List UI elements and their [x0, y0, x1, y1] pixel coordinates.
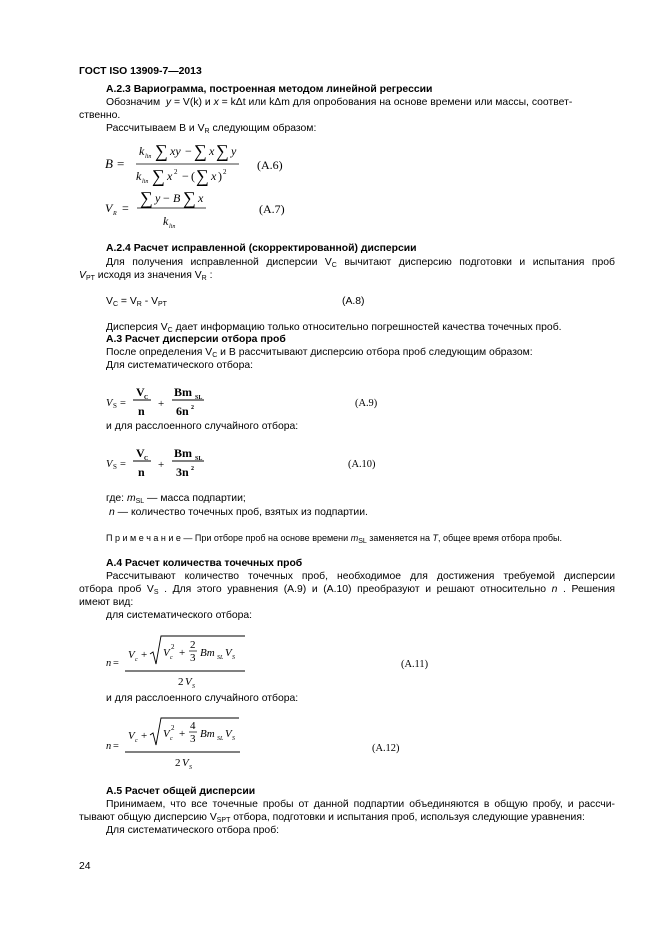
equation-a9 — [105, 382, 405, 422]
section-a4-para1-end: имеют вид: — [79, 597, 134, 608]
svg-text:V: V — [185, 676, 192, 688]
svg-text:C: C — [144, 395, 149, 401]
section-a3-note: П р и м е ч а н и е — При отборе проб на основе времени $m_{SL}$ заменяется на T, общее время отбора пробы. — [106, 533, 562, 545]
section-a24-title: А.2.4 Расчет исправленной (скорректированной) дисперсии — [106, 243, 417, 254]
section-a3-title: А.3 Расчет дисперсии отбора проб — [106, 334, 286, 345]
svg-text:2: 2 — [190, 639, 196, 651]
svg-text:2: 2 — [171, 724, 175, 732]
section-a5-title: А.5 Расчет общей дисперсии — [106, 786, 256, 797]
svg-text:S: S — [189, 765, 192, 771]
svg-text:y: y — [231, 144, 237, 158]
svg-text:n: n — [138, 404, 145, 418]
svg-text:∑: ∑ — [216, 141, 229, 161]
svg-text:S: S — [232, 655, 235, 661]
svg-text:k: k — [136, 169, 142, 183]
svg-text:=: = — [117, 156, 125, 171]
svg-text:V: V — [163, 647, 170, 659]
svg-text:SL: SL — [195, 456, 203, 462]
equation-a6 — [105, 140, 305, 194]
svg-text:V: V — [163, 728, 170, 740]
svg-text:xy: xy — [170, 144, 181, 158]
svg-text:∑: ∑ — [140, 188, 153, 208]
svg-text:2: 2 — [223, 168, 227, 176]
svg-text:n: n — [106, 658, 112, 669]
svg-text:V: V — [106, 398, 113, 409]
equation-a8: $V_C = V_R - V_{PT}$ — [106, 296, 167, 308]
svg-text:3n: 3n — [176, 465, 189, 479]
svg-text:=: = — [120, 398, 126, 409]
section-a3-where1: где: $m_{SL}$ — масса подпартии; — [106, 493, 246, 505]
svg-text:+: + — [179, 647, 186, 659]
svg-text:Bm: Bm — [200, 647, 215, 659]
svg-text:2: 2 — [174, 168, 178, 176]
section-a4-para2: для систематического отбора: — [106, 610, 253, 621]
svg-text:+: + — [141, 730, 148, 742]
svg-text:−: − — [182, 169, 189, 183]
svg-text:4: 4 — [190, 720, 196, 732]
svg-text:V: V — [136, 385, 145, 399]
equation-a10 — [105, 443, 405, 483]
section-a23-para1-cont: ственно. — [79, 110, 121, 121]
svg-text:Bm: Bm — [174, 446, 192, 460]
equation-a12 — [105, 713, 415, 775]
svg-text:S: S — [113, 402, 117, 410]
svg-text:c: c — [135, 657, 138, 663]
svg-text:n: n — [138, 465, 145, 479]
equation-a7 — [105, 188, 305, 234]
equation-a10-number: (А.10) — [348, 459, 376, 470]
svg-text:−: − — [185, 144, 192, 158]
section-a5-para1-cont: тывают общую дисперсию $V_{SPT}$ отбора, подготовки и испытания проб, используя следующие уравнения: — [79, 812, 585, 824]
svg-text:=: = — [113, 741, 119, 752]
svg-text:S: S — [113, 463, 117, 471]
svg-text:V: V — [225, 728, 232, 740]
svg-text:V: V — [128, 649, 135, 661]
svg-text:y: y — [155, 191, 161, 205]
svg-text:B: B — [105, 156, 113, 171]
section-a4-para3: и для расслоенного случайного отбора: — [106, 693, 299, 704]
section-a4-para1-cont: отбора проб $V_S$ . Для этого уравнения (А.9) и (А.10) преобразуют и решают относительно n . Решения — [79, 584, 616, 596]
svg-text:−: − — [163, 191, 170, 205]
section-a5-para1: Принимаем, что все точечные пробы от данной подпартии объединяются в общую пробу, и рассчи- — [106, 799, 615, 810]
svg-text:∑: ∑ — [183, 188, 196, 208]
svg-text:): ) — [218, 169, 222, 183]
svg-text:+: + — [179, 728, 186, 740]
equation-a12-number: (А.12) — [372, 743, 400, 754]
svg-text:2: 2 — [178, 676, 184, 688]
section-a23-title: А.2.3 Вариограмма, построенная методом линейной регрессии — [106, 84, 433, 95]
section-a3-para1: После определения $V_C$ и B рассчитывают дисперсию отбора проб следующим образом: — [106, 347, 533, 359]
svg-text:n: n — [106, 741, 112, 752]
section-a23-para1: Обозначим y = V(k) и x = kΔt или kΔm для опробования на основе времени или массы, соответ- — [106, 97, 573, 108]
svg-text:Bm: Bm — [174, 385, 192, 399]
section-a5-para2: Для систематического отбора проб: — [106, 825, 280, 836]
svg-text:S: S — [192, 684, 195, 690]
section-a4-para1: Рассчитывают количество точечных проб, необходимое для достижения требуемой дисперсии — [106, 571, 615, 582]
svg-text:Bm: Bm — [200, 728, 215, 740]
svg-text:2: 2 — [191, 405, 194, 411]
svg-text:=: = — [122, 201, 129, 215]
svg-text:=: = — [113, 658, 119, 669]
svg-text:lin: lin — [142, 179, 149, 185]
section-a24-para3: Дисперсия $V_C$ дает информацию только относительно погрешностей качества точечных проб. — [106, 322, 562, 334]
svg-text:V: V — [128, 730, 135, 742]
svg-text:x: x — [209, 144, 215, 158]
page-number: 24 — [79, 861, 91, 872]
svg-text:6n: 6n — [176, 404, 189, 418]
svg-text:V: V — [105, 201, 113, 215]
svg-text:V: V — [136, 446, 145, 460]
section-a24-para1: Для получения исправленной дисперсии $V_C$ вычитают дисперсию подготовки и испытания проб — [106, 257, 615, 269]
svg-text:+: + — [158, 398, 165, 410]
svg-text:SL: SL — [217, 736, 224, 742]
svg-text:∑: ∑ — [155, 141, 168, 161]
section-a4-title: А.4 Расчет количества точечных проб — [106, 558, 303, 569]
svg-text:V: V — [106, 459, 113, 470]
equation-a6-number: (А.6) — [257, 158, 283, 172]
svg-text:k: k — [163, 214, 169, 228]
section-a3-where2: n — количество точечных проб, взятых из подпартии. — [109, 507, 368, 518]
svg-text:lin: lin — [169, 224, 176, 230]
svg-text:∑: ∑ — [152, 166, 165, 186]
svg-text:V: V — [182, 757, 189, 769]
svg-text:V: V — [225, 647, 232, 659]
svg-text:c: c — [170, 736, 173, 742]
svg-text:k: k — [139, 144, 145, 158]
section-a24-para1-cont: $V_{PT}$ исходя из значения $V_R$ : — [79, 270, 213, 282]
svg-text:3: 3 — [190, 733, 196, 745]
svg-text:2: 2 — [191, 466, 194, 472]
svg-text:+: + — [158, 459, 165, 471]
equation-a11-number: (А.11) — [401, 659, 429, 670]
svg-text:∑: ∑ — [194, 141, 207, 161]
svg-text:SL: SL — [217, 655, 224, 661]
svg-text:x: x — [198, 191, 204, 205]
equation-a9-number: (А.9) — [355, 398, 378, 409]
svg-text:x: x — [211, 169, 217, 183]
section-a23-para2: Рассчитываем B и $V_R$ следующим образом: — [106, 123, 317, 135]
svg-text:B: B — [173, 191, 181, 205]
svg-text:C: C — [144, 456, 149, 462]
section-a3-para3: и для расслоенного случайного отбора: — [106, 421, 299, 432]
svg-text:R: R — [113, 211, 117, 217]
svg-text:=: = — [120, 459, 126, 470]
svg-text:2: 2 — [171, 643, 175, 651]
svg-text:x: x — [167, 169, 173, 183]
svg-text:+: + — [141, 649, 148, 661]
svg-text:SL: SL — [195, 395, 203, 401]
svg-text:c: c — [170, 655, 173, 661]
svg-text:∑: ∑ — [196, 166, 209, 186]
document-header: ГОСТ ISO 13909-7—2013 — [79, 66, 202, 77]
equation-a8-number: (А.8) — [342, 296, 365, 307]
svg-text:lin: lin — [145, 154, 152, 160]
equation-a11 — [105, 630, 429, 694]
svg-text:2: 2 — [175, 757, 181, 769]
svg-text:3: 3 — [190, 652, 196, 664]
svg-text:S: S — [232, 736, 235, 742]
svg-text:(: ( — [191, 169, 195, 183]
svg-text:c: c — [135, 738, 138, 744]
section-a3-para2: Для систематического отбора: — [106, 360, 254, 371]
equation-a7-number: (А.7) — [259, 202, 285, 216]
